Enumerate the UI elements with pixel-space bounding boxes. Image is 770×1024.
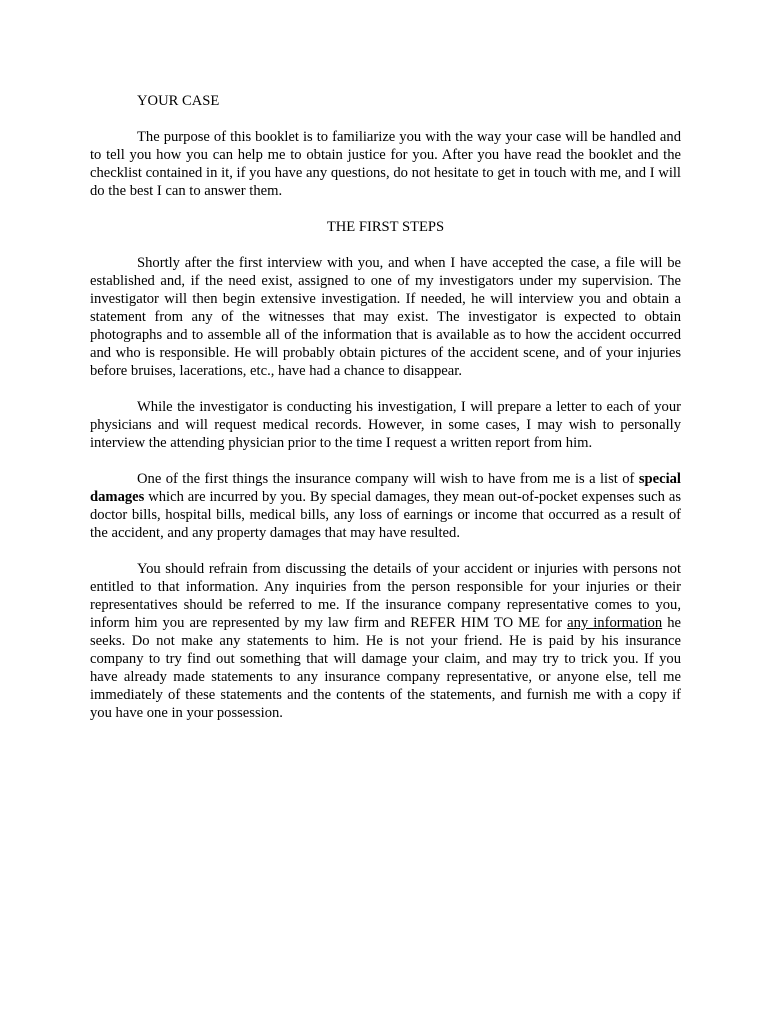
paragraph-special-damages (90, 470, 681, 542)
document-page (90, 92, 681, 740)
intro-paragraph: The purpose of this booklet is to familiarize you with the way your case will be handled and to tell you how you can help me to obtain justice for you. After you have read the booklet and the checklist contained in it, if you have any questions, do not hesitate to get in touch with me, and I will do the best I can to answer them. (90, 129, 681, 199)
paragraph-physicians: While the investigator is conducting his investigation, I will prepare a letter to each of your physicians and will request medical records. However, in some cases, I may wish to personally interview the attending physician prior to the time I request a written report from him. (90, 399, 681, 451)
document-title: YOUR CASE (137, 93, 220, 109)
paragraph-investigation: Shortly after the first interview with you, and when I have accepted the case, a file will be established and, if the need exist, assigned to one of my investigators under my supervision. The investigator will then begin extensive investigation. If needed, he will interview you and obtain a statement from any of the witnesses that may exist. The investigator is expected to obtain photographs and to assemble all of the information that is available as to how the accident occurred and who is responsible. He will probably obtain pictures of the accident scene, and of your injuries before bruises, lacerations, etc., have had a chance to disappear. (90, 255, 681, 379)
refrain-text-before: You should refrain from discussing the details of your accident or injuries with persons not entitled to that information. Any inquiries from the person responsible for your injuries or their representatives should be referred to me. If the insurance company representative comes to you, inform him you are represented by my law firm and REFER HIM TO ME for (90, 561, 681, 631)
any-information-underlined: any information (567, 615, 663, 631)
section-heading: THE FIRST STEPS (326, 219, 445, 235)
special-damages-term: special damages (90, 471, 681, 505)
paragraph-refrain (90, 560, 681, 722)
refrain-text-after: he seeks. Do not make any statements to him. He is not your friend. He is paid by his insurance company to try find out something that will damage your claim, and may try to trick you. If you have already made statements to any insurance company representative, or anyone else, tell me immediately of these statements and the contents of the statements, and furnish me with a copy if you have one in your possession. (90, 615, 681, 721)
special-damages-text-after: which are incurred by you. By special damages, they mean out-of-pocket expenses such as doctor bills, hospital bills, medical bills, any loss of earnings or income that occurred as a result of the accident, and any property damages that may have resulted. (90, 489, 681, 541)
special-damages-text-before: One of the first things the insurance company will wish to have from me is a list of (137, 471, 639, 487)
